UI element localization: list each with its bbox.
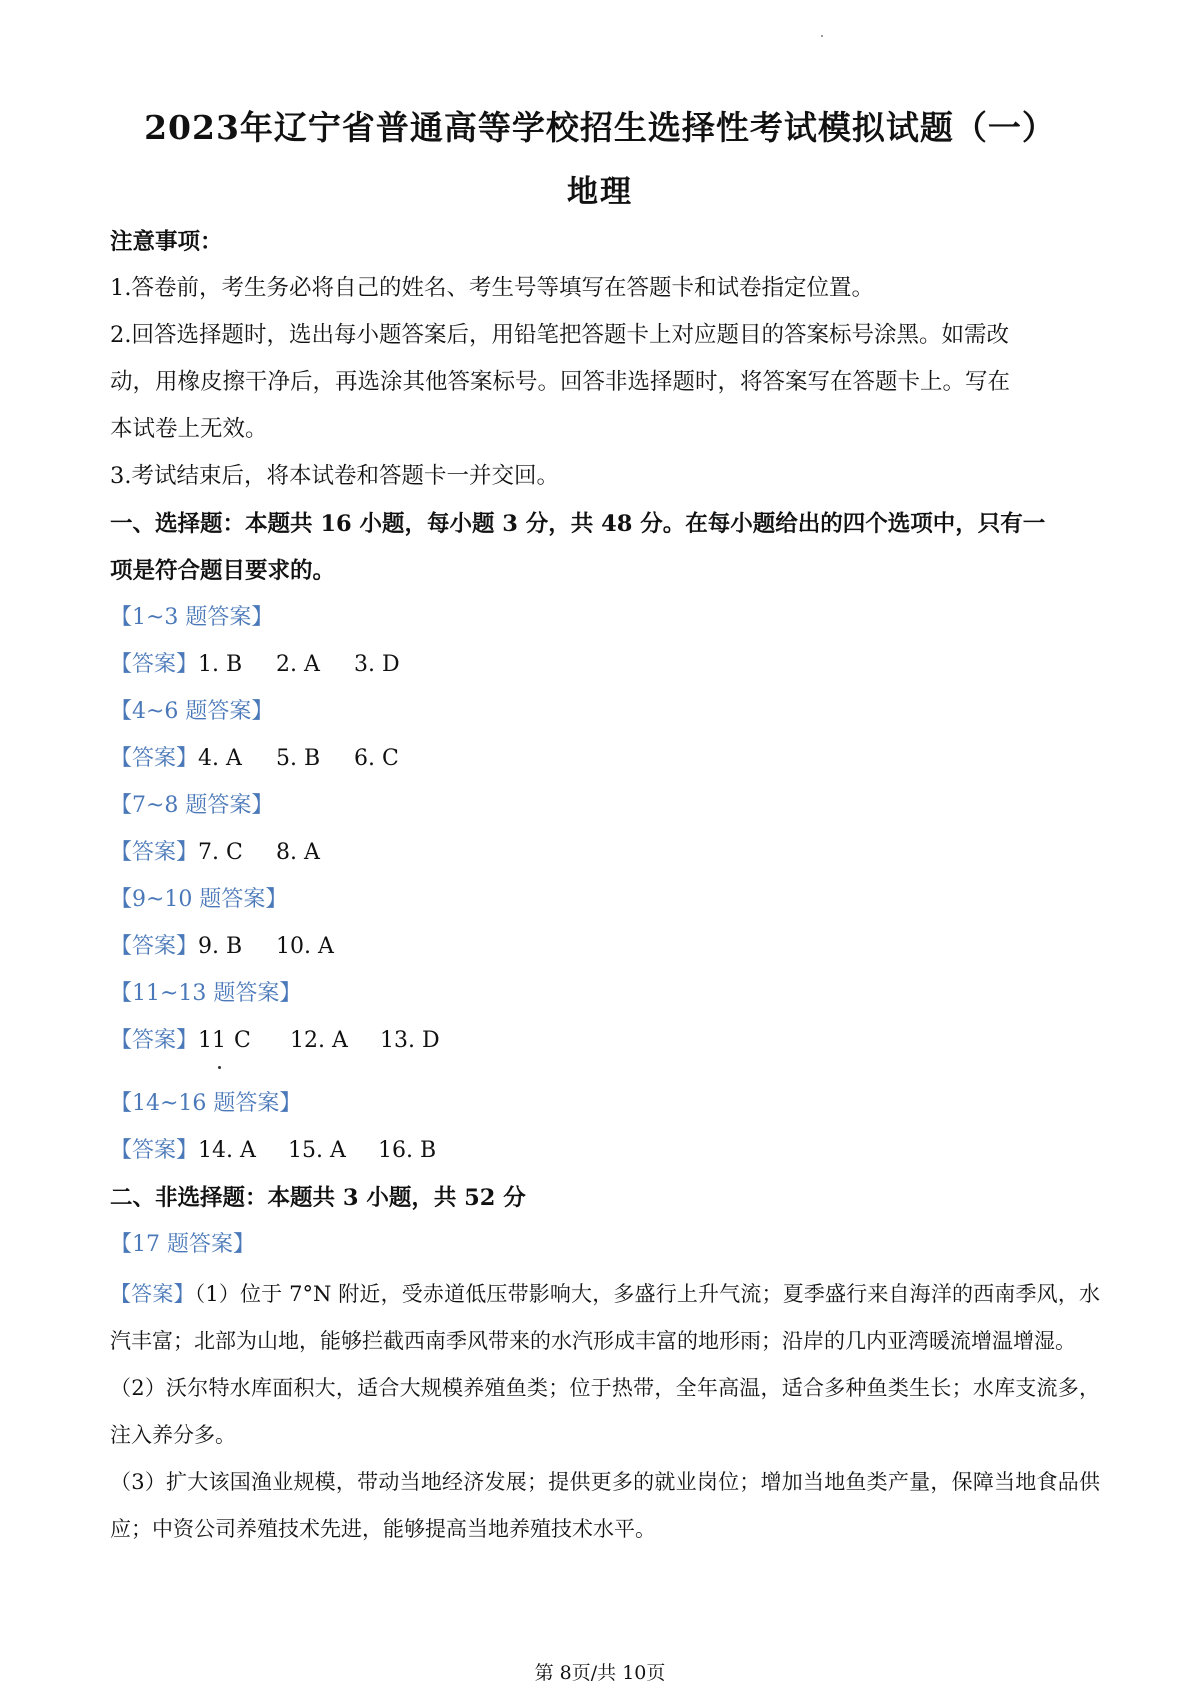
answer-group-label: 【7~8 题答案】	[110, 793, 274, 818]
page-number: 第 8页/共 10页	[534, 1662, 666, 1684]
answer-tag: 【答案】	[110, 1138, 199, 1163]
answer-row	[110, 650, 1100, 680]
page-title: 2023年辽宁省普通高等学校招生选择性考试模拟试题（一）	[144, 108, 1056, 147]
notice-item-1: 1.答卷前，考生务必将自己的姓名、考生号等填写在答题卡和试卷指定位置。	[110, 275, 874, 301]
section-1-heading-line-2: 项是符合题目要求的。	[110, 558, 336, 584]
notice-item-2-line-1: 2.回答选择题时，选出每小题答案后，用铅笔把答题卡上对应题目的答案标号涂黑。如需改	[110, 322, 1009, 348]
answer-tag: 【答案】	[110, 1282, 195, 1306]
answer-group-label: 【4~6 题答案】	[110, 699, 274, 724]
answer-tag: 【答案】	[110, 1028, 199, 1053]
answer-item: 12. A	[290, 1028, 348, 1053]
answer-item: 6. C	[354, 746, 399, 771]
answer-item: 15. A	[288, 1138, 346, 1163]
question-17-part-3: （3）扩大该国渔业规模，带动当地经济发展；提供更多的就业岗位；增加当地鱼类产量，保障当地食品供应；中资公司养殖技术先进，能够提高当地养殖技术水平。	[110, 1470, 1100, 1541]
answer-group-label: 【14~16 题答案】	[110, 1091, 302, 1116]
answer-item: 13. D	[380, 1028, 440, 1053]
answer-item: 10. A	[276, 934, 334, 959]
section-1-heading-line-1: 一、选择题：本题共 16 小题，每小题 3 分，共 48 分。在每小题给出的四个选项中，只有一	[110, 511, 1046, 537]
question-17-part-2: （2）沃尔特水库面积大，适合大规模养殖鱼类；位于热带，全年高温，适合多种鱼类生长；水库支流多，注入养分多。	[110, 1376, 1100, 1447]
answer-text: （1）位于 7°N 附近，受赤道低压带影响大，多盛行上升气流；夏季盛行来自海洋的西南季风，水汽丰富；北部为山地，能够拦截西南季风带来的水汽形成丰富的地形雨；沿岸的几内亚湾暖流增温增湿。	[110, 1282, 1100, 1353]
answer-tag: 【答案】	[110, 746, 199, 771]
answer-row	[110, 932, 1100, 962]
answer-item: 1. B	[198, 652, 243, 677]
answer-tag: 【答案】	[110, 652, 199, 677]
answer-row	[110, 1136, 1100, 1166]
notice-item-2-line-2: 动，用橡皮擦干净后，再选涂其他答案标号。回答非选择题时，将答案写在答题卡上。写在	[110, 369, 1011, 395]
answer-item: 11	[198, 1028, 227, 1053]
answer-group-label: 【9~10 题答案】	[110, 887, 288, 912]
answer-item: 16. B	[378, 1138, 437, 1163]
answer-item: 9. B	[198, 934, 243, 959]
answer-group-label: 【11~13 题答案】	[110, 981, 302, 1006]
scan-speck	[821, 35, 823, 37]
answer-group-label: 【1~3 题答案】	[110, 605, 274, 630]
answer-row	[110, 744, 1100, 774]
answer-tag: 【答案】	[110, 840, 199, 865]
question-17-label: 【17 题答案】	[110, 1232, 255, 1257]
answer-item: 5. B	[276, 746, 321, 771]
answer-row	[110, 1026, 1100, 1056]
answer-tag: 【答案】	[110, 934, 199, 959]
answer-row	[110, 838, 1100, 868]
answer-item: 14. A	[198, 1138, 256, 1163]
answer-item: 4. A	[198, 746, 242, 771]
subject-title: 地理	[567, 174, 633, 210]
notice-heading: 注意事项：	[110, 229, 223, 255]
stray-dot	[218, 1066, 221, 1069]
answer-item: 7. C	[198, 840, 243, 865]
answer-item: 2. A	[276, 652, 320, 677]
answer-item: 8. A	[276, 840, 320, 865]
notice-item-2-line-3: 本试卷上无效。	[110, 416, 268, 442]
notice-item-3: 3.考试结束后，将本试卷和答题卡一并交回。	[110, 463, 559, 489]
question-17-part-1	[110, 1271, 1100, 1365]
answer-item: 3. D	[354, 652, 400, 677]
section-2-heading: 二、非选择题：本题共 3 小题，共 52 分	[110, 1185, 526, 1211]
answer-item: C	[234, 1028, 251, 1053]
